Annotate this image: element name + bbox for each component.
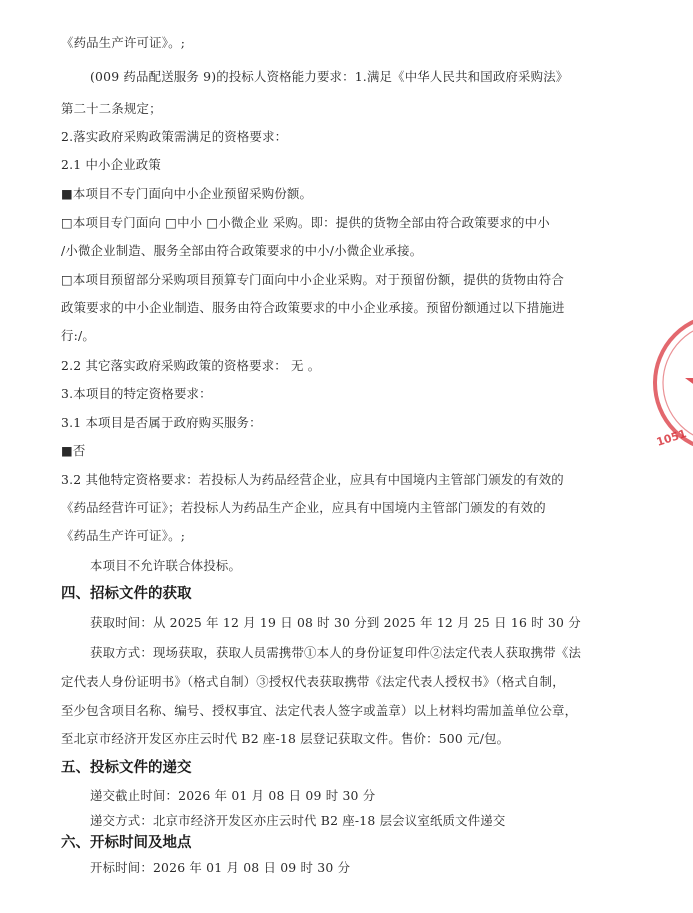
- text-line: □本项目专门面向 □中小 □小微企业 采购。即：提供的货物全部由符合政策要求的中小: [61, 215, 550, 230]
- text-line: 2.2 其它落实政府采购政策的资格要求： 无 。: [61, 358, 321, 373]
- text-line: ■否: [61, 443, 86, 458]
- text-line: 第二十二条规定；: [61, 101, 162, 116]
- text-line: 政策要求的中小企业制造、服务由符合政策要求的中小企业承接。预留份额通过以下措施进: [61, 300, 565, 315]
- text-line: 递交截止时间：2026 年 01 月 08 日 09 时 30 分: [90, 788, 376, 803]
- text-line: 开标时间：2026 年 01 月 08 日 09 时 30 分: [90, 860, 351, 875]
- text-line: 获取方式：现场获取，获取人员需携带①本人的身份证复印件②法定代表人获取携带《法: [90, 645, 582, 660]
- text-line: 《药品经营许可证》；若投标人为药品生产企业，应具有中国境内主管部门颁发的有效的: [61, 500, 546, 515]
- seal-number: 1051: [654, 427, 689, 449]
- text-line: 3.2 其他特定资格要求：若投标人为药品经营企业，应具有中国境内主管部门颁发的有效的: [61, 472, 564, 487]
- text-line: 至少包含项目名称、编号、授权事宜、法定代表人签字或盖章）以上材料均需加盖单位公章，: [61, 703, 578, 718]
- text-line: 《药品生产许可证》。;: [61, 528, 186, 543]
- official-seal-stamp: [648, 308, 693, 468]
- text-line: 3.1 本项目是否属于政府购买服务：: [61, 415, 262, 430]
- text-line: /小微企业制造、服务全部由符合政策要求的中小/小微企业承接。: [61, 243, 423, 258]
- text-line: 本项目不允许联合体投标。: [90, 558, 242, 573]
- text-line: 获取时间：从 2025 年 12 月 19 日 08 时 30 分到 2025 年 12 月 25 日 16 时 30 分: [90, 615, 581, 630]
- text-line: ■本项目不专门面向中小企业预留采购份额。: [61, 186, 313, 201]
- text-line: (009 药品配送服务 9)的投标人资格能力要求：1.满足《中华人民共和国政府采购法》: [90, 69, 569, 84]
- section-heading-4: 四、招标文件的获取: [61, 586, 192, 602]
- text-line: 行:/。: [61, 328, 95, 343]
- text-line: 2.落实政府采购政策需满足的资格要求：: [61, 129, 288, 144]
- text-line: 递交方式：北京市经济开发区亦庄云时代 B2 座-18 层会议室纸质文件递交: [90, 813, 506, 828]
- text-line: 3.本项目的特定资格要求：: [61, 386, 212, 401]
- section-heading-5: 五、投标文件的递交: [61, 760, 192, 776]
- text-line: 《药品生产许可证》。;: [61, 35, 186, 50]
- text-line: 至北京市经济开发区亦庄云时代 B2 座-18 层登记获取文件。售价：500 元/包。: [61, 731, 510, 746]
- text-line: 定代表人身份证明书》（格式自制）③授权代表获取携带《法定代表人授权书》（格式自制，: [61, 674, 565, 689]
- text-line: 2.1 中小企业政策: [61, 157, 161, 172]
- star-icon: [685, 360, 693, 407]
- section-heading-6: 六、开标时间及地点: [61, 835, 192, 851]
- text-line: □本项目预留部分采购项目预算专门面向中小企业采购。对于预留份额，提供的货物由符合: [61, 272, 564, 287]
